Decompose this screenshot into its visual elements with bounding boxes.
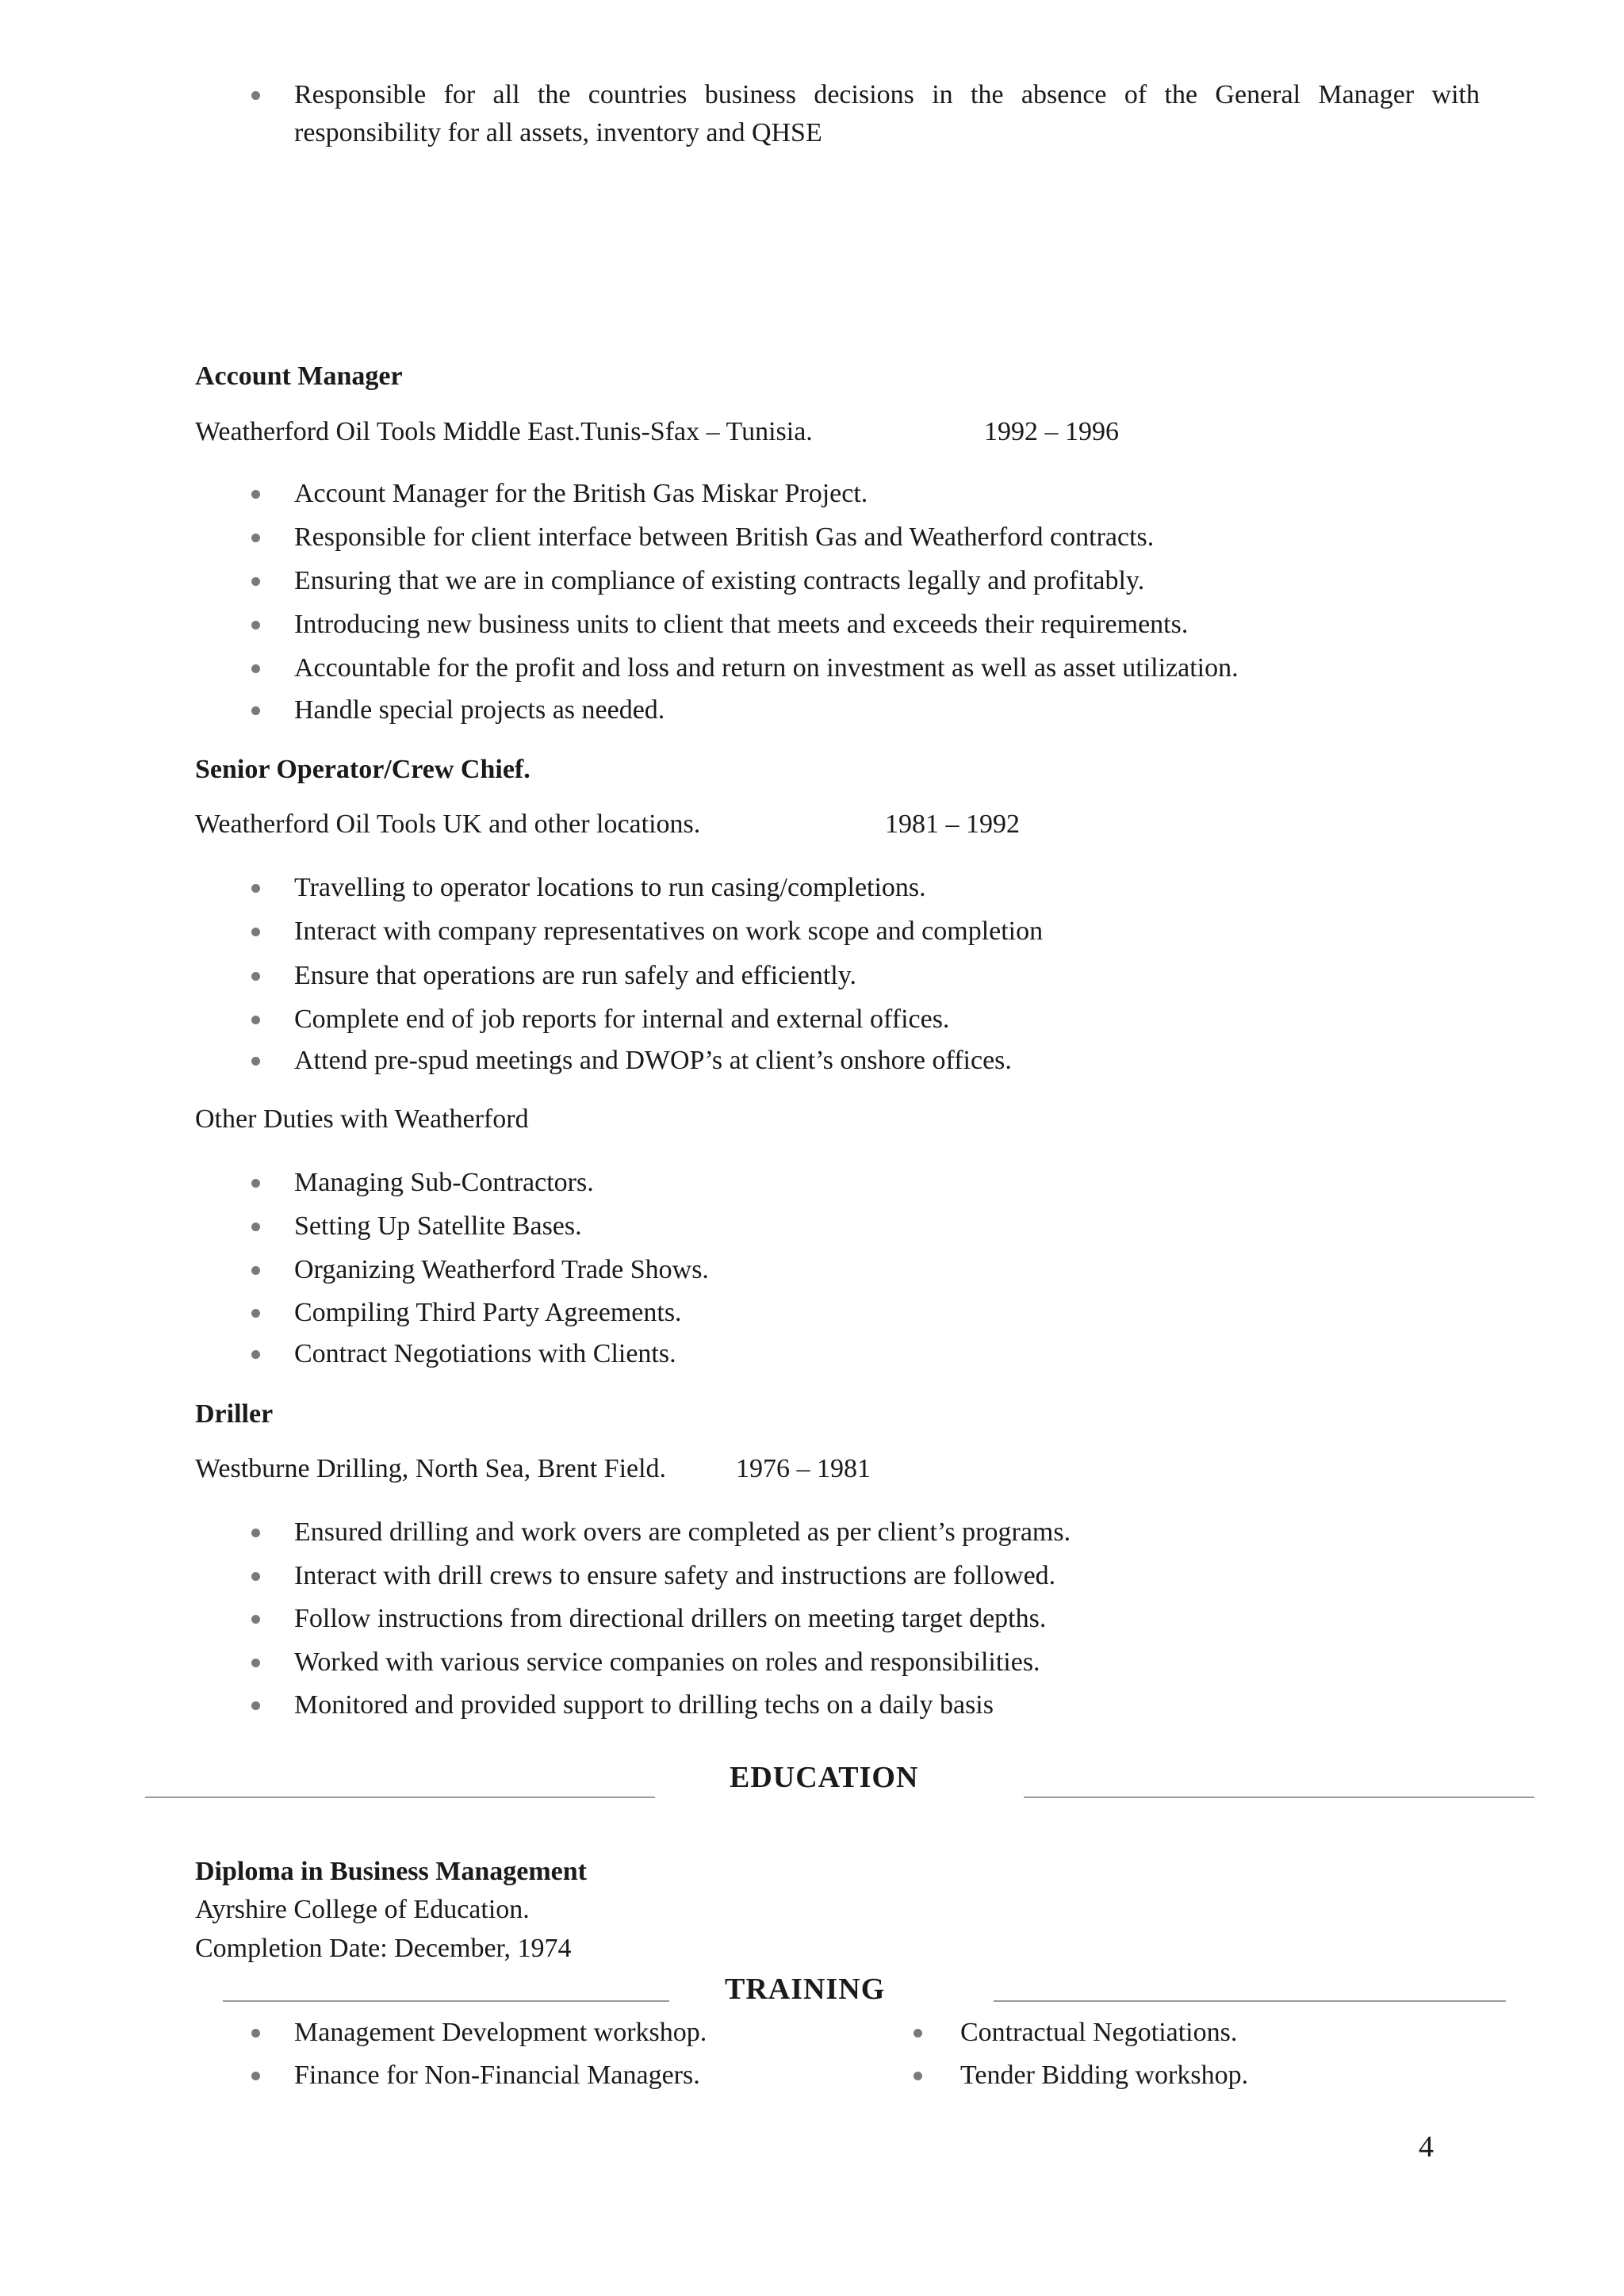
- job-company-senior-operator: Weatherford Oil Tools UK and other locations.: [195, 809, 701, 839]
- intro-bullet-line2: responsibility for all assets, inventory and QHSE: [294, 118, 822, 147]
- bullet-dot: [251, 2029, 260, 2038]
- job-title-account-manager: Account Manager: [195, 362, 403, 391]
- bullet-dot: [251, 1266, 260, 1275]
- page-number: 4: [1419, 2130, 1434, 2164]
- bullet-dot: [251, 490, 260, 499]
- list-item: Travelling to operator locations to run casing/completions.: [294, 873, 926, 902]
- bullet-dot: [251, 2072, 260, 2080]
- bullet-dot: [251, 972, 260, 981]
- list-item: Ensuring that we are in compliance of existing contracts legally and profitably.: [294, 566, 1145, 595]
- bullet-dot: [251, 1701, 260, 1710]
- training-rule-left: [223, 2000, 669, 2002]
- bullet-dot: [251, 706, 260, 715]
- job-dates-account-manager: 1992 – 1996: [984, 417, 1119, 446]
- bullet-dot: [251, 664, 260, 673]
- bullet-dot: [251, 884, 260, 893]
- education-rule-right: [1024, 1797, 1534, 1798]
- training-item-right: Contractual Negotiations.: [960, 2018, 1238, 2047]
- job-title-driller: Driller: [195, 1399, 274, 1429]
- bullet-dot: [251, 928, 260, 936]
- list-item: Account Manager for the British Gas Miskar Project.: [294, 479, 868, 508]
- list-item: Monitored and provided support to drilling techs on a daily basis: [294, 1690, 994, 1720]
- bullet-dot: [914, 2072, 922, 2080]
- job-title-senior-operator: Senior Operator/Crew Chief.: [195, 755, 530, 784]
- training-rule-right: [994, 2000, 1506, 2002]
- bullet-dot: [251, 534, 260, 542]
- bullet-dot: [251, 1223, 260, 1231]
- bullet-dot: [251, 1659, 260, 1667]
- job-company-account-manager: Weatherford Oil Tools Middle East.Tunis-Sfax – Tunisia.: [195, 417, 813, 446]
- training-item-right: Tender Bidding workshop.: [960, 2061, 1249, 2090]
- bullet-dot: [251, 1350, 260, 1359]
- list-item: Complete end of job reports for internal and external offices.: [294, 1004, 950, 1034]
- job-dates-senior-operator: 1981 – 1992: [885, 809, 1020, 839]
- job-company-driller: Westburne Drilling, North Sea, Brent Field.: [195, 1454, 667, 1483]
- list-item: Interact with drill crews to ensure safety and instructions are followed.: [294, 1561, 1056, 1590]
- list-item: Responsible for client interface between British Gas and Weatherford contracts.: [294, 522, 1155, 552]
- bullet-dot: [914, 2029, 922, 2038]
- section-title-other-duties: Other Duties with Weatherford: [195, 1104, 529, 1134]
- list-item: Attend pre-spud meetings and DWOP’s at client’s onshore offices.: [294, 1046, 1012, 1075]
- list-item: Worked with various service companies on roles and responsibilities.: [294, 1647, 1040, 1677]
- list-item: Organizing Weatherford Trade Shows.: [294, 1255, 709, 1284]
- training-item-left: Finance for Non-Financial Managers.: [294, 2061, 700, 2090]
- list-item: Ensure that operations are run safely and efficiently.: [294, 961, 857, 990]
- bullet-dot: [251, 577, 260, 586]
- bullet-dot: [251, 1572, 260, 1581]
- education-completion: Completion Date: December, 1974: [195, 1934, 572, 1963]
- list-item: Contract Negotiations with Clients.: [294, 1339, 676, 1368]
- bullet-dot: [251, 1057, 260, 1066]
- bullet-dot: [251, 1016, 260, 1024]
- list-item: Managing Sub-Contractors.: [294, 1168, 594, 1197]
- section-heading-training: TRAINING: [725, 1973, 886, 2006]
- section-heading-education: EDUCATION: [730, 1761, 919, 1794]
- intro-bullet-line1: Responsible for all the countries business decisions in the absence of the General Manager with: [294, 80, 1480, 109]
- bullet-dot: [251, 91, 260, 100]
- list-item: Handle special projects as needed.: [294, 695, 665, 725]
- education-rule-left: [145, 1797, 655, 1798]
- list-item: Ensured drilling and work overs are completed as per client’s programs.: [294, 1517, 1071, 1547]
- job-dates-driller: 1976 – 1981: [736, 1454, 871, 1483]
- training-item-left: Management Development workshop.: [294, 2018, 707, 2047]
- list-item: Introducing new business units to client that meets and exceeds their requirements.: [294, 610, 1189, 639]
- list-item: Setting Up Satellite Bases.: [294, 1211, 582, 1241]
- bullet-dot: [251, 1529, 260, 1537]
- list-item: Compiling Third Party Agreements.: [294, 1298, 682, 1327]
- education-degree: Diploma in Business Management: [195, 1857, 587, 1886]
- bullet-dot: [251, 1309, 260, 1318]
- bullet-dot: [251, 621, 260, 629]
- list-item: Accountable for the profit and loss and return on investment as well as asset utilization.: [294, 653, 1239, 683]
- education-school: Ayrshire College of Education.: [195, 1895, 530, 1924]
- list-item: Follow instructions from directional drillers on meeting target depths.: [294, 1604, 1047, 1633]
- list-item: Interact with company representatives on work scope and completion: [294, 916, 1044, 946]
- bullet-dot: [251, 1179, 260, 1188]
- bullet-dot: [251, 1615, 260, 1624]
